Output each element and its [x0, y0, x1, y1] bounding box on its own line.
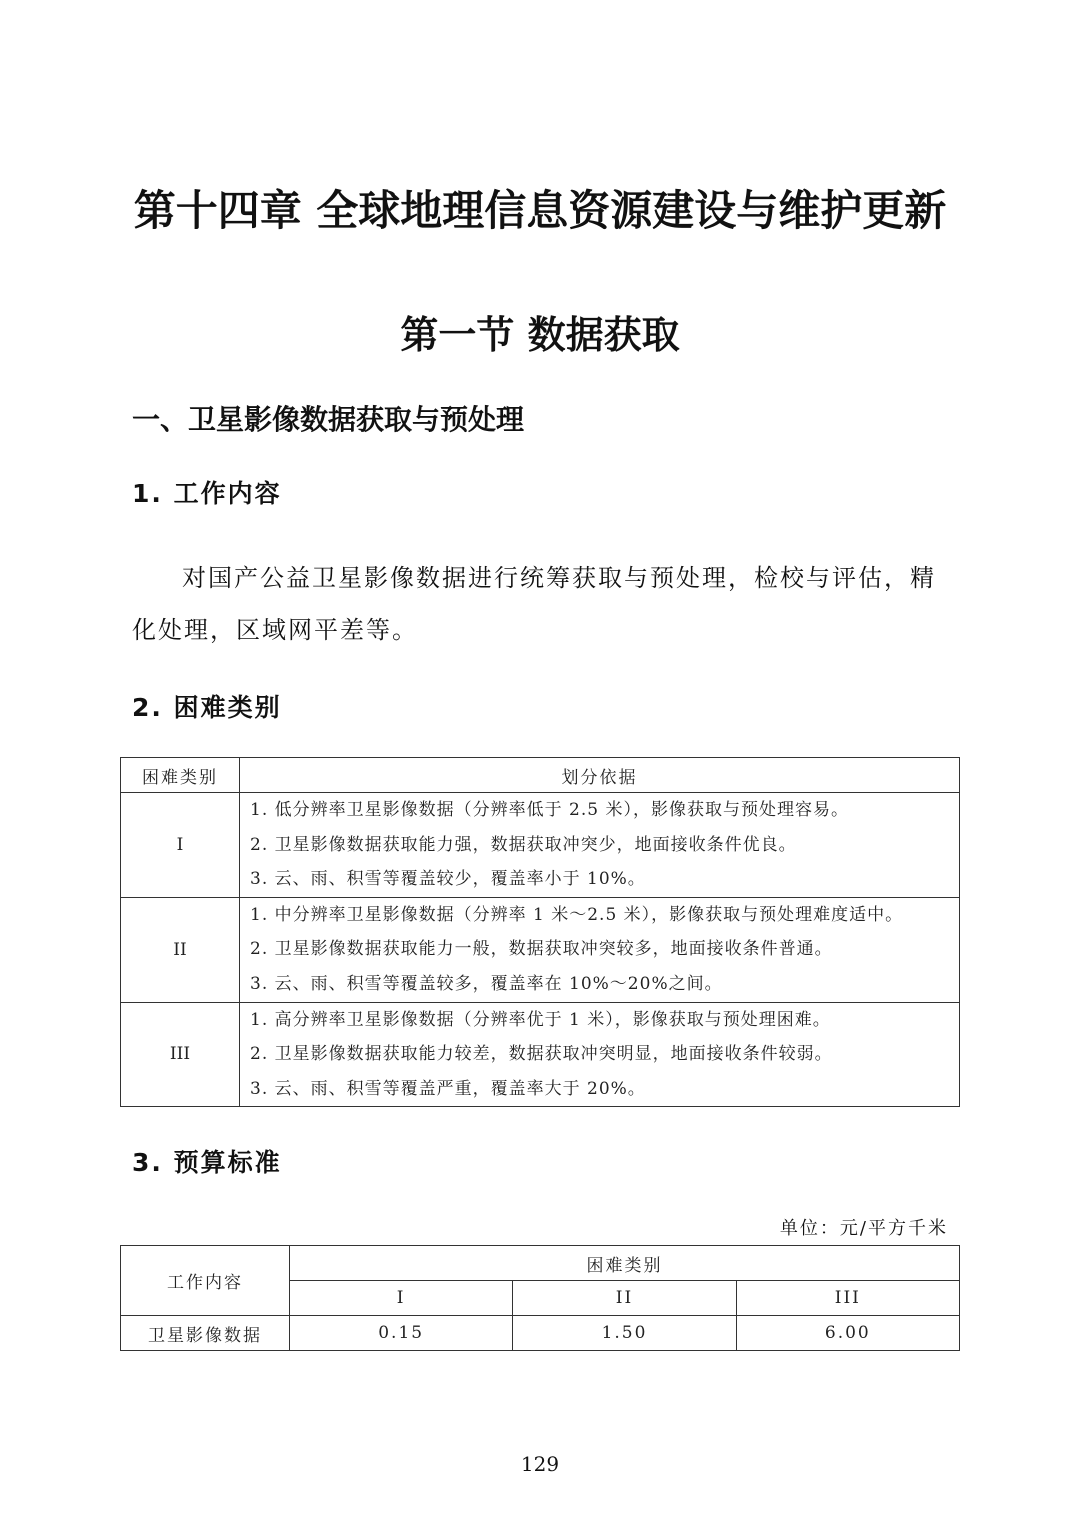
work-cell: 卫星影像数据 [121, 1316, 290, 1351]
table-row [121, 1316, 960, 1351]
budget-heading: 3. 预算标准 [132, 1148, 282, 1177]
work-content-heading: 1. 工作内容 [132, 479, 282, 508]
section-title: 第一节 数据获取 [400, 313, 680, 357]
column-header-level: II [513, 1281, 736, 1316]
criteria-line: 2. 卫星影像数据获取能力强，数据获取冲突少，地面接收条件优良。 [250, 834, 797, 855]
table-header-row [121, 1246, 960, 1281]
column-header-difficulty: 困难类别 [290, 1246, 960, 1281]
column-header-criteria: 划分依据 [240, 758, 960, 793]
column-header-work: 工作内容 [121, 1246, 290, 1316]
criteria-line: 1. 低分辨率卫星影像数据（分辨率低于 2.5 米），影像获取与预处理容易。 [250, 800, 849, 820]
column-header-level: III [736, 1281, 959, 1316]
page-number: 129 [520, 1452, 560, 1476]
subsection-heading: 一、卫星影像数据获取与预处理 [132, 403, 525, 436]
difficulty-heading: 2. 困难类别 [132, 693, 282, 722]
table-row [121, 1002, 960, 1107]
chapter-title: 第十四章 全球地理信息资源建设与维护更新 [133, 186, 947, 235]
criteria-cell [240, 793, 960, 898]
criteria-line: 3. 云、雨、积雪等覆盖严重，覆盖率大于 20%。 [250, 1078, 646, 1099]
budget-table [120, 1245, 960, 1351]
value-cell: 0.15 [290, 1316, 513, 1351]
criteria-line: 2. 卫星影像数据获取能力一般，数据获取冲突较多，地面接收条件普通。 [250, 939, 833, 960]
criteria-line: 3. 云、雨、积雪等覆盖较多，覆盖率在 10%～20%之间。 [250, 973, 723, 994]
column-header-level: I [290, 1281, 513, 1316]
work-content-paragraph: 对国产公益卫星影像数据进行统筹获取与预处理，检校与评估，精化处理，区域网平差等。 [132, 564, 936, 644]
criteria-line: 3. 云、雨、积雪等覆盖较少，覆盖率小于 10%。 [250, 869, 646, 890]
criteria-line: 2. 卫星影像数据获取能力较差，数据获取冲突明显，地面接收条件较弱。 [250, 1044, 833, 1065]
table-row [121, 793, 960, 898]
criteria-line: 1. 中分辨率卫星影像数据（分辨率 1 米～2.5 米），影像获取与预处理难度适中。 [250, 904, 904, 925]
difficulty-table [120, 757, 960, 1107]
unit-label: 单位：元/平方千米 [779, 1218, 948, 1239]
value-cell: 1.50 [513, 1316, 736, 1351]
category-cell: II [121, 897, 240, 1002]
table-row [121, 897, 960, 1002]
table-header-row [121, 758, 960, 793]
criteria-line: 1. 高分辨率卫星影像数据（分辨率优于 1 米），影像获取与预处理困难。 [250, 1009, 831, 1030]
criteria-cell [240, 1002, 960, 1107]
criteria-cell [240, 897, 960, 1002]
column-header-category: 困难类别 [121, 758, 240, 793]
category-cell: III [121, 1002, 240, 1107]
value-cell: 6.00 [736, 1316, 959, 1351]
category-cell: I [121, 793, 240, 898]
